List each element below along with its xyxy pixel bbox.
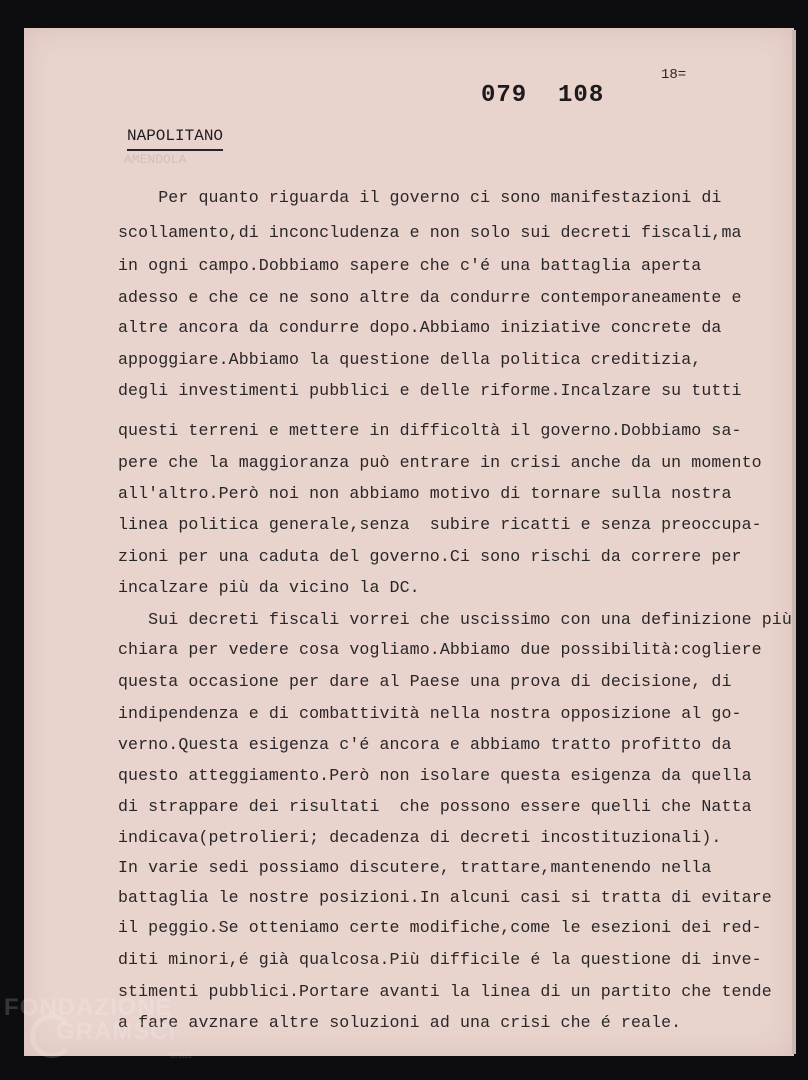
text-line: In varie sedi possiamo discutere, trattare,mantenendo nella <box>118 858 712 877</box>
text-line: chiara per vedere cosa vogliamo.Abbiamo due possibilità:cogliere <box>118 640 762 659</box>
text-line: degli investimenti pubblici e delle riforme.Incalzare su tutti <box>118 381 742 400</box>
text-line: linea politica generale,senza subire ricatti e senza preoccupa- <box>118 515 762 534</box>
watermark-line-1: FONDAZIONE <box>4 994 173 1021</box>
fondazione-gramsci-watermark <box>4 994 176 1046</box>
text-line: zioni per una caduta del governo.Ci sono rischi da correre per <box>118 547 742 566</box>
text-line: incalzare più da vicino la DC. <box>118 578 420 597</box>
document-number: 079 108 <box>481 82 605 109</box>
page-edge <box>792 30 796 1054</box>
text-line: questi terreni e mettere in difficoltà il governo.Dobbiamo sa- <box>118 421 742 440</box>
text-line: stimenti pubblici.Portare avanti la linea di un partito che tende <box>118 982 772 1001</box>
bleed-through-text: AMENDOLA <box>124 152 187 167</box>
text-line: battaglia le nostre posizioni.In alcuni casi si tratta di evitare <box>118 888 772 907</box>
text-line: all'altro.Però noi non abbiamo motivo di tornare sulla nostra <box>118 484 732 503</box>
text-line: Per quanto riguarda il governo ci sono manifestazioni di <box>118 188 722 207</box>
text-line: pere che la maggioranza può entrare in crisi anche da un momento <box>118 453 762 472</box>
text-line: verno.Questa esigenza c'é ancora e abbiamo tratto profitto da <box>118 735 732 754</box>
text-line: a fare avznare altre soluzioni ad una crisi che é reale. <box>118 1013 682 1032</box>
text-line: in ogni campo.Dobbiamo sapere che c'é una battaglia aperta <box>118 256 702 275</box>
text-line: appoggiare.Abbiamo la questione della politica creditizia, <box>118 350 702 369</box>
text-line: indipendenza e di combattività nella nostra opposizione al go- <box>118 704 742 723</box>
watermark-onlus: onlus <box>170 1050 192 1060</box>
text-line: indicava(petrolieri; decadenza di decreti incostituzionali). <box>118 828 722 847</box>
text-line: questo atteggiamento.Però non isolare questa esigenza da quella <box>118 766 752 785</box>
page-mark: 18= <box>661 67 687 83</box>
text-line: altre ancora da condurre dopo.Abbiamo iniziative concrete da <box>118 318 722 337</box>
text-line: di strappare dei risultati che possono essere quelli che Natta <box>118 797 752 816</box>
speaker-heading: NAPOLITANO <box>127 127 223 151</box>
text-line: scollamento,di inconcludenza e non solo sui decreti fiscali,ma <box>118 223 742 242</box>
watermark-line-2: GRAMSCI <box>56 1018 177 1045</box>
text-line: diti minori,é già qualcosa.Più difficile é la questione di inve- <box>118 950 762 969</box>
text-line: il peggio.Se otteniamo certe modifiche,come le esezioni dei red- <box>118 918 762 937</box>
text-line: questa occasione per dare al Paese una prova di decisione, di <box>118 672 732 691</box>
text-line: Sui decreti fiscali vorrei che uscissimo con una definizione più <box>118 610 792 629</box>
text-line: adesso e che ce ne sono altre da condurre contemporaneamente e <box>118 288 742 307</box>
